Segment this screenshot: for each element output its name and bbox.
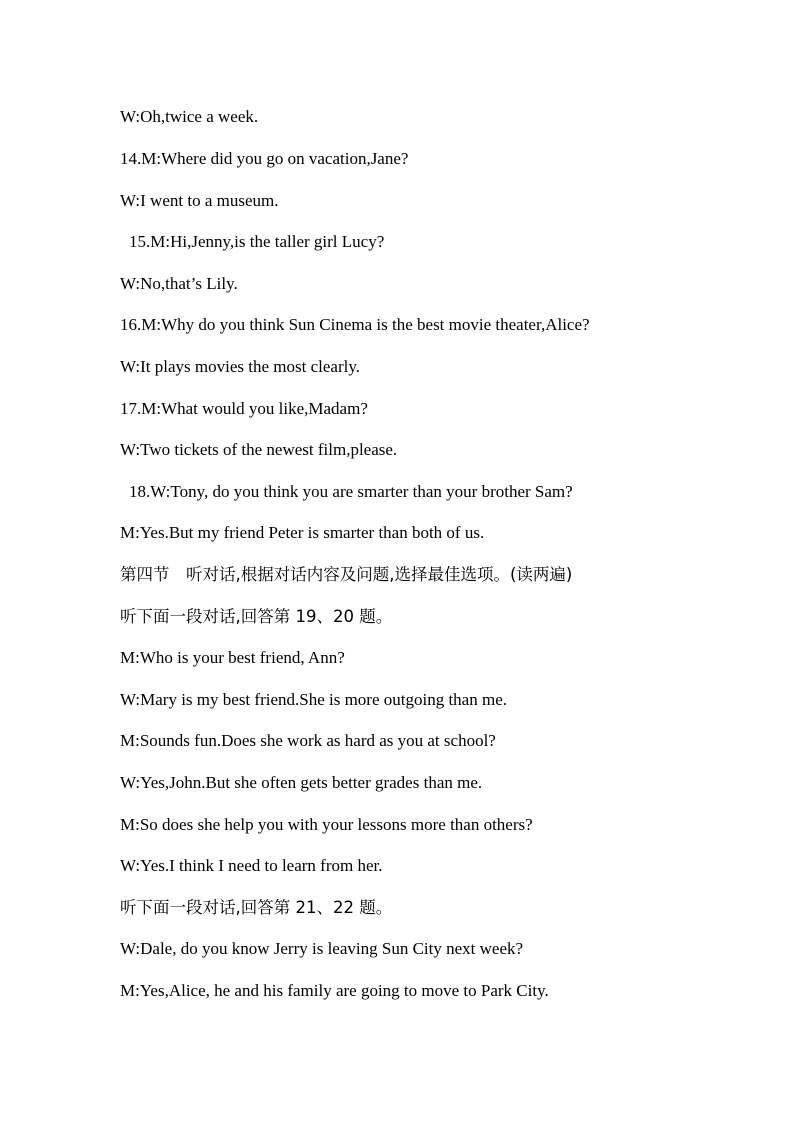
section-4-heading: 第四节 听对话,根据对话内容及问题,选择最佳选项。(读两遍) [120, 565, 573, 584]
question-18-line: 18.W:Tony, do you think you are smarter than your brother Sam? [129, 482, 573, 501]
question-14-line: 14.M:Where did you go on vacation,Jane? [120, 149, 409, 168]
dialogue-line-w-mary-outgoing: W:Mary is my best friend.She is more outgoing than me. [120, 690, 507, 709]
dialogue-line-w-better-grades: W:Yes,John.But she often gets better grades than me. [120, 773, 483, 792]
dialogue-line-w-museum: W:I went to a museum. [120, 191, 279, 210]
dialogue-line-w-plays-movies: W:It plays movies the most clearly. [120, 357, 360, 376]
dialogue-line-m-best-friend: M:Who is your best friend, Ann? [120, 648, 345, 667]
dialogue-line-w-lily: W:No,that’s Lily. [120, 274, 238, 293]
instruction-questions-21-22: 听下面一段对话,回答第 21、22 题。 [120, 898, 393, 917]
dialogue-line-w-twice-a-week: W:Oh,twice a week. [120, 107, 259, 126]
question-17-line: 17.M:What would you like,Madam? [120, 399, 368, 418]
dialogue-line-w-two-tickets: W:Two tickets of the newest film,please. [120, 440, 398, 459]
dialogue-line-w-jerry-leaving: W:Dale, do you know Jerry is leaving Sun City next week? [120, 939, 524, 958]
dialogue-line-m-help-lessons: M:So does she help you with your lessons more than others? [120, 815, 533, 834]
question-16-line: 16.M:Why do you think Sun Cinema is the best movie theater,Alice? [120, 315, 590, 334]
dialogue-line-m-work-hard: M:Sounds fun.Does she work as hard as you at school? [120, 731, 496, 750]
dialogue-line-m-peter-smarter: M:Yes.But my friend Peter is smarter than both of us. [120, 523, 485, 542]
instruction-questions-19-20: 听下面一段对话,回答第 19、20 题。 [120, 607, 393, 626]
dialogue-line-m-park-city: M:Yes,Alice, he and his family are going to move to Park City. [120, 981, 549, 1000]
question-15-line: 15.M:Hi,Jenny,is the taller girl Lucy? [129, 232, 385, 251]
dialogue-line-w-learn-from-her: W:Yes.I think I need to learn from her. [120, 856, 383, 875]
